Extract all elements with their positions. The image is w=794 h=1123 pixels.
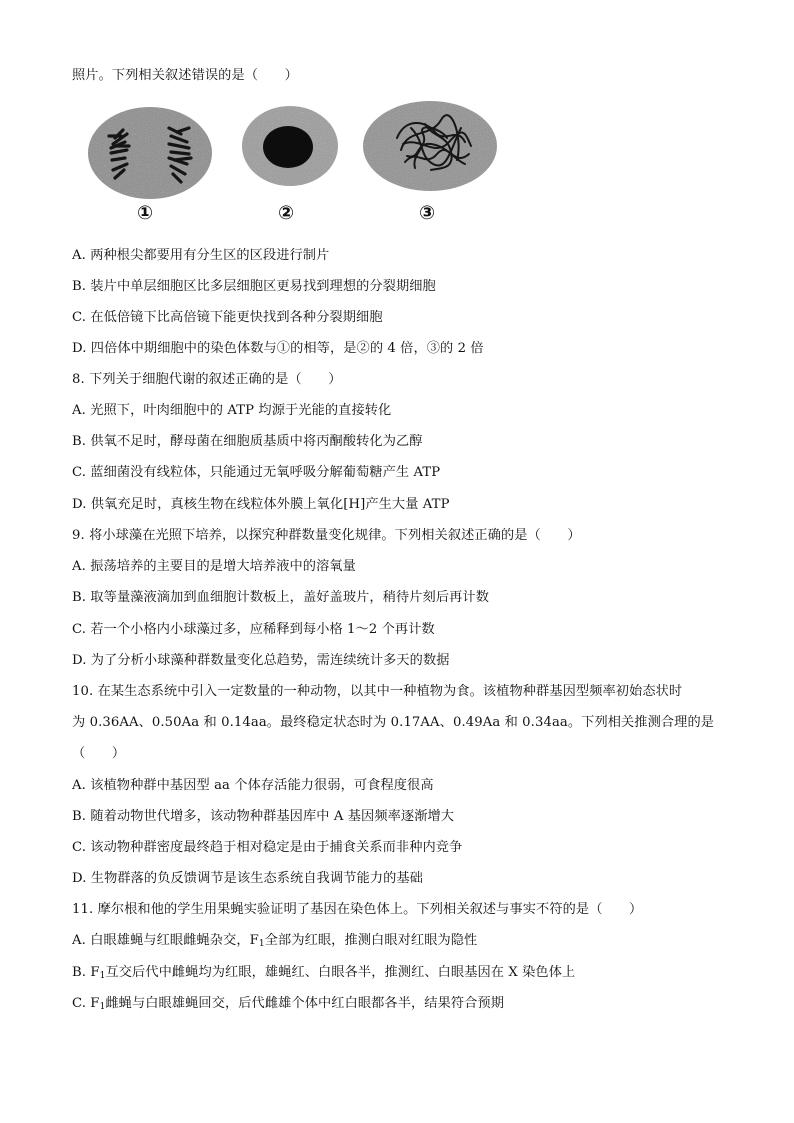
q9-option-a: A. 振荡培养的主要目的是增大培养液中的溶氧量 [72, 559, 356, 574]
label-cell-2: ② [278, 202, 295, 224]
cell-micrograph-figure [85, 98, 505, 230]
q8-option-c: C. 蓝细菌没有线粒体，只能通过无氧呼吸分解葡萄糖产生 ATP [72, 465, 441, 480]
q9-stem: 9. 将小球藻在光照下培养，以探究种群数量变化规律。下列相关叙述正确的是（ ） [72, 528, 581, 543]
q10-option-d: D. 生物群落的负反馈调节是该生态系统自我调节能力的基础 [72, 871, 423, 886]
q11-option-b [72, 963, 575, 986]
q10-stem-line-3: （ ） [72, 746, 126, 761]
q7-option-b: B. 装片中单层细胞区比多层细胞区更易找到理想的分裂期细胞 [72, 279, 436, 294]
q11-option-b-sub: 1 [99, 971, 106, 981]
label-cell-1: ① [137, 202, 154, 224]
question-7-stem-tail: 照片。下列相关叙述错误的是（ ） [72, 68, 298, 83]
q7-option-d: D. 四倍体中期细胞中的染色体数与①的相等，是②的 4 倍，③的 2 倍 [72, 341, 484, 356]
q10-stem-line-1: 10. 在某生态系统中引入一定数量的一种动物，以其中一种植物为食。该植物种群基因型频率初始态状时 [72, 684, 683, 699]
q8-option-a: A. 光照下，叶肉细胞中的 ATP 均源于光能的直接转化 [72, 403, 392, 418]
q10-option-a: A. 该植物种群中基因型 aa 个体存活能力很弱，可食程度很高 [72, 778, 434, 793]
q8-stem: 8. 下列关于细胞代谢的叙述正确的是（ ） [72, 372, 342, 387]
q9-option-d: D. 为了分析小球藻种群数量变化总趋势，需连续统计多天的数据 [72, 653, 450, 668]
q8-option-d: D. 供氧充足时，真核生物在线粒体外膜上氧化[H]产生大量 ATP [72, 497, 450, 512]
q11-option-c-pre: C. F [72, 996, 100, 1011]
q9-option-c: C. 若一个小格内小球藻过多，应稀释到每小格 1～2 个再计数 [72, 622, 435, 637]
cell-1-anaphase [88, 107, 212, 199]
q11-option-a [72, 931, 477, 954]
q7-option-a: A. 两种根尖都要用有分生区的区段进行制片 [72, 248, 330, 263]
q11-option-c-sub: 1 [99, 1002, 106, 1012]
q11-option-a-post: 全部为红眼，推测白眼对红眼为隐性 [264, 933, 478, 948]
q9-option-b: B. 取等量藻液滴加到血细胞计数板上，盖好盖玻片，稍待片刻后再计数 [72, 590, 489, 605]
q10-stem-line-2: 为 0.36AA、0.50Aa 和 0.14aa。最终稳定状态时为 0.17AA、0.49Aa 和 0.34aa。下列相关推测合理的是 [72, 715, 715, 730]
q11-option-c-post: 雌蝇与白眼雄蝇回交，后代雌雄个体中红白眼都各半，结果符合预期 [105, 996, 505, 1011]
cell-2-condensed-nucleus [242, 106, 338, 186]
q8-option-b: B. 供氧不足时，酵母菌在细胞质基质中将丙酮酸转化为乙醇 [72, 434, 423, 449]
q10-option-c: C. 该动物种群密度最终趋于相对稳定是由于捕食关系而非种内竞争 [72, 840, 463, 855]
q11-option-a-sub: 1 [258, 939, 265, 949]
cell-3-prophase [363, 101, 497, 191]
q11-option-b-pre: B. F [72, 965, 100, 980]
label-cell-3: ③ [419, 202, 436, 224]
q11-option-c [72, 994, 504, 1017]
q11-stem: 11. 摩尔根和他的学生用果蝇实验证明了基因在染色体上。下列相关叙述与事实不符的是（ ） [72, 902, 643, 917]
q10-option-b: B. 随着动物世代增多，该动物种群基因库中 A 基因频率逐渐增大 [72, 809, 455, 824]
q7-option-c: C. 在低倍镜下比高倍镜下能更快找到各种分裂期细胞 [72, 310, 383, 325]
q11-option-a-pre: A. 白眼雄蝇与红眼雌蝇杂交，F [72, 933, 259, 948]
q11-option-b-post: 互交后代中雌蝇均为红眼，雄蝇红、白眼各半，推测红、白眼基因在 X 染色体上 [105, 965, 576, 980]
